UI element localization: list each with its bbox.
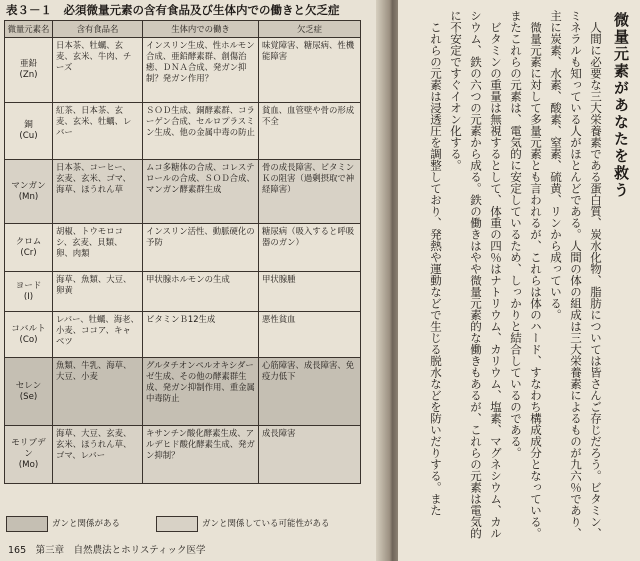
function-cell: ビタミンＢ12生成	[143, 312, 259, 358]
element-cell: 亜鉛 (Zn)	[5, 38, 53, 103]
foods-cell: 胡椒、トウモロコシ、玄麦、貝類、卵、肉類	[53, 224, 143, 272]
function-cell: ＳＯＤ生成、銅酵素群、コラーゲン合成、セルロプラスミン生成、他の金属中毒の防止	[143, 103, 259, 160]
deficiency-cell: 悪性貧血	[259, 312, 361, 358]
foods-cell: 日本茶、牡蠣、玄麦、玄米、牛肉、チーズ	[53, 38, 143, 103]
function-cell: グルタチオンペルオキシダーゼ生成、その他の酵素群生成、発ガン抑制作用、重金属中毒防止	[143, 358, 259, 426]
table-row	[5, 426, 361, 484]
paragraph: ビタミンの重量は無視するとして、体重の四％はナトリウム、カリウム、塩素、マグネシウム、カルシウム、鉄の六つの元素から成る。鉄の働きはやや微量元素的な働きもあるが、これらの元素は電気的に不安定ですぐイオン化する。	[449, 10, 503, 539]
table-row	[5, 38, 361, 103]
deficiency-cell: 成長障害	[259, 426, 361, 484]
legend-label-dark: ガンと関係がある	[52, 519, 121, 529]
element-cell: マンガン (Mn)	[5, 160, 53, 224]
legend-swatch-light	[156, 516, 198, 532]
element-cell: ヨード (I)	[5, 272, 53, 312]
paragraph: 微量元素に対して多量元素とも言われるが、これらは体のハード、すなわち構成成分となっている。またこれらの元素は、電気的に安定しているため、しっかりと結合しているのである。	[509, 10, 543, 539]
page-footer: 165 第三章 自然農法とホリスティック医学	[8, 545, 206, 556]
element-cell: セレン (Se)	[5, 358, 53, 426]
right-page	[398, 0, 640, 561]
paragraph: これらの元素は浸透圧を調整しており、発熱や運動などで生じる脱水などを防いだりする。また	[429, 10, 443, 516]
element-cell: 銅 (Cu)	[5, 103, 53, 160]
element-cell: コバルト (Co)	[5, 312, 53, 358]
foods-cell: 日本茶、コーヒー、玄麦、玄米、ゴマ、海草、ほうれん草	[53, 160, 143, 224]
deficiency-cell: 貧血、血管壁や骨の形成不全	[259, 103, 361, 160]
section-heading: 微量元素があなたを救う	[612, 12, 630, 199]
element-cell: モリブデン (Mo)	[5, 426, 53, 484]
header-deficiency: 欠乏症	[259, 21, 361, 38]
deficiency-cell: 糖尿病（吸入すると呼吸器のガン）	[259, 224, 361, 272]
function-cell: 甲状腺ホルモンの生成	[143, 272, 259, 312]
deficiency-cell: 味覚障害、糖尿病、性機能障害	[259, 38, 361, 103]
body-text	[426, 10, 606, 550]
trace-elements-table	[4, 20, 361, 484]
foods-cell: 海草、魚類、大豆、卵黄	[53, 272, 143, 312]
header-foods: 含有食品名	[53, 21, 143, 38]
table-row	[5, 272, 361, 312]
legend-label-light: ガンと関係している可能性がある	[202, 519, 330, 529]
foods-cell: 魚類、牛乳、海草、大豆、小麦	[53, 358, 143, 426]
function-cell: インスリン活性、動脈硬化の予防	[143, 224, 259, 272]
function-cell: インスリン生成、性ホルモン合成、亜鉛酵素群、創傷治癒、ＤＮＡ合成、発ガン抑制？発ガン作用？	[143, 38, 259, 103]
table-row	[5, 103, 361, 160]
table-legend	[6, 516, 366, 532]
foods-cell: 紅茶、日本茶、玄麦、玄米、牡蠣、レバー	[53, 103, 143, 160]
table-row	[5, 160, 361, 224]
table-row	[5, 312, 361, 358]
table-row	[5, 358, 361, 426]
table-row	[5, 224, 361, 272]
header-element: 微量元素名	[5, 21, 53, 38]
function-cell: キサンチン酸化酵素生成、アルデヒド酸化酵素生成、発ガン抑制？	[143, 426, 259, 484]
deficiency-cell: 甲状腺腫	[259, 272, 361, 312]
header-function: 生体内での働き	[143, 21, 259, 38]
function-cell: ムコ多糖体の合成、コレステロールの合成、ＳＯＤ合成、マンガン酵素群生成	[143, 160, 259, 224]
table-title: 表３－１ 必須微量元素の含有食品及び生体内での働きと欠乏症	[6, 3, 340, 17]
paragraph: 人間に必要な三大栄養素である蛋白質、炭水化物、脂肪については皆さんご存じだろう。ビタミン、ミネラルも知っている人がほとんどである。人間の体の組成は三大栄養素によるものが九六％であり、主に炭素、水素、酸素、窒素、硫黄、リンから成っている。	[549, 10, 603, 539]
table-header-row	[5, 21, 361, 38]
deficiency-cell: 心筋障害、成長障害、免疫力低下	[259, 358, 361, 426]
foods-cell: 海草、大豆、玄麦、玄米、ほうれん草、ゴマ、レバー	[53, 426, 143, 484]
foods-cell: レバー、牡蠣、海老、小麦、ココア、キャベツ	[53, 312, 143, 358]
deficiency-cell: 骨の成長障害、ビタミンＫの阻害（過剰摂取で神経障害）	[259, 160, 361, 224]
legend-swatch-dark	[6, 516, 48, 532]
element-cell: クロム (Cr)	[5, 224, 53, 272]
